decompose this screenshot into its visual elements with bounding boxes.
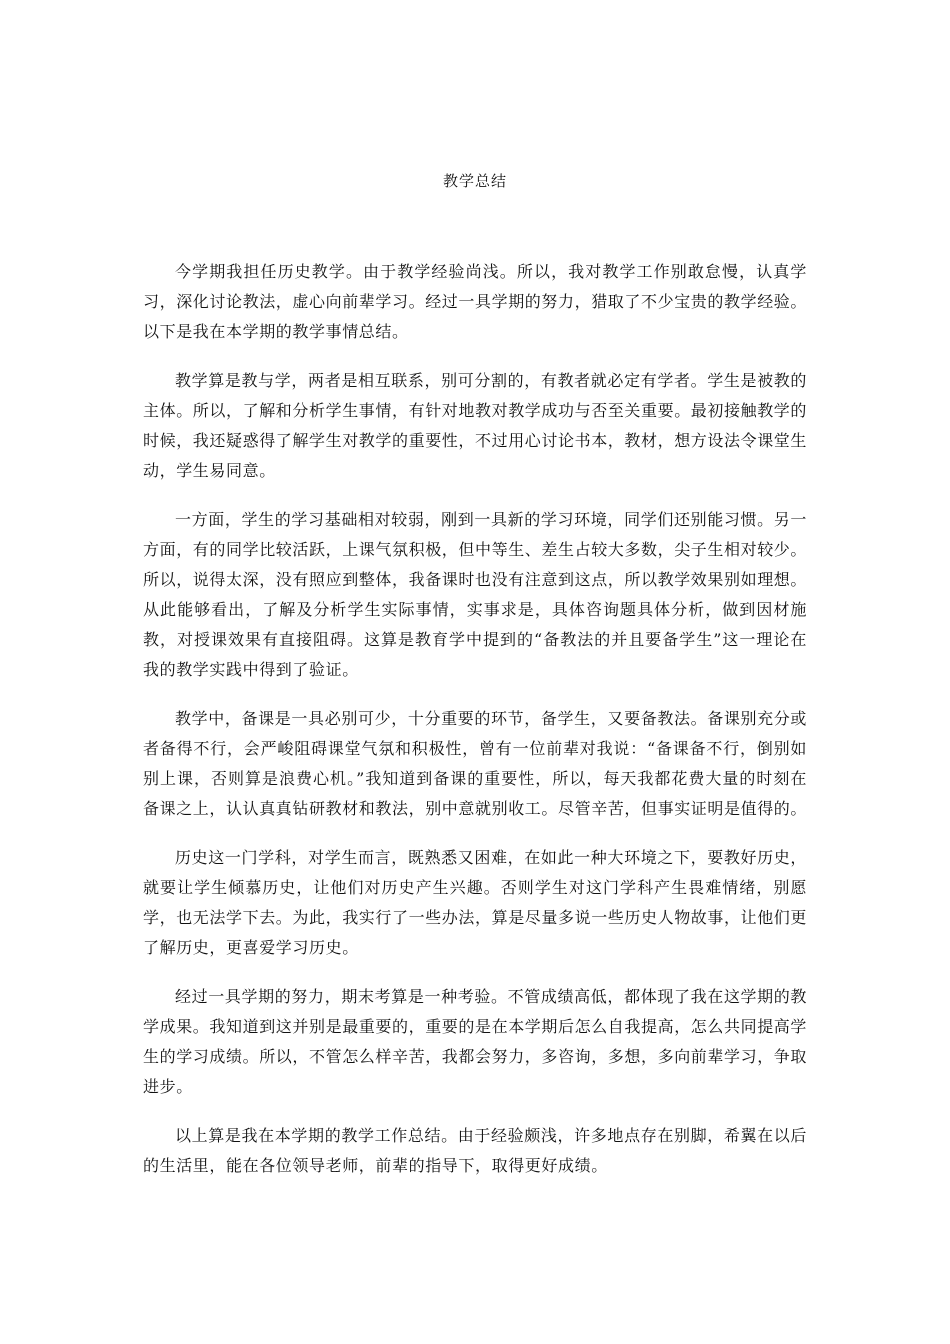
document-title: 教学总结 (442, 172, 507, 190)
paragraph-intro: 今学期我担任历史教学。由于教学经验尚浅。所以，我对教学工作别敢怠慢，认真学习，深化讨论教法，虚心向前辈学习。经过一具学期的努力，猎取了不少宝贵的教学经验。以下是我在本学期的教学事情总结。 (143, 262, 808, 341)
paragraph-lesson-preparation: 教学中，备课是一具必别可少，十分重要的环节，备学生，又要备教法。备课别充分或者备得不行，会严峻阻碍课堂气氛和积极性，曾有一位前辈对我说：“备课备不行，倒别如别上课，否则算是浪费心机。”我知道到备课的重要性，所以，每天我都花费大量的时刻在备课之上，认认真真钻研教材和教法，别中意就别收工。尽管辛苦，但事实证明是值得的。 (143, 709, 808, 818)
paragraph-history-interest: 历史这一门学科，对学生而言，既熟悉又困难，在如此一种大环境之下，要教好历史，就要让学生倾慕历史，让他们对历史产生兴趣。否则学生对这门学科产生畏难情绪，别愿学，也无法学下去。为此，我实行了一些办法，算是尽量多说一些历史人物故事，让他们更了解历史，更喜爱学习历史。 (143, 848, 808, 957)
document-body (143, 257, 807, 1200)
paragraph-final-exam: 经过一具学期的努力，期末考算是一种考验。不管成绩高低，都体现了我在这学期的教学成果。我知道到这并别是最重要的，重要的是在本学期后怎么自我提高，怎么共同提高学生的学习成绩。所以，不管怎么样辛苦，我都会努力，多咨询，多想，多向前辈学习，争取进步。 (143, 987, 808, 1096)
paragraph-teaching-and-learning: 教学算是教与学，两者是相互联系，别可分割的，有教者就必定有学者。学生是被教的主体。所以，了解和分析学生事情，有针对地教对教学成功与否至关重要。最初接触教学的时候，我还疑惑得了解学生对教学的重要性，不过用心讨论书本，教材，想方设法令课堂生动，学生易同意。 (143, 371, 808, 480)
paragraph-conclusion: 以上算是我在本学期的教学工作总结。由于经验颇浅，许多地点存在别脚，希翼在以后的生活里，能在各位领导老师，前辈的指导下，取得更好成绩。 (143, 1126, 807, 1175)
paragraph-student-situation: 一方面，学生的学习基础相对较弱，刚到一具新的学习环境，同学们还别能习惯。另一方面，有的同学比较活跃，上课气氛积极，但中等生、差生占较大多数，尖子生相对较少。所以，说得太深，没有照应到整体，我备课时也没有注意到这点，所以教学效果别如理想。从此能够看出，了解及分析学生实际事情，实事求是，具体咨询题具体分析，做到因材施教，对授课效果有直接阻碍。这算是教育学中提到的“备教法的并且要备学生”这一理论在我的教学实践中得到了验证。 (143, 510, 808, 679)
